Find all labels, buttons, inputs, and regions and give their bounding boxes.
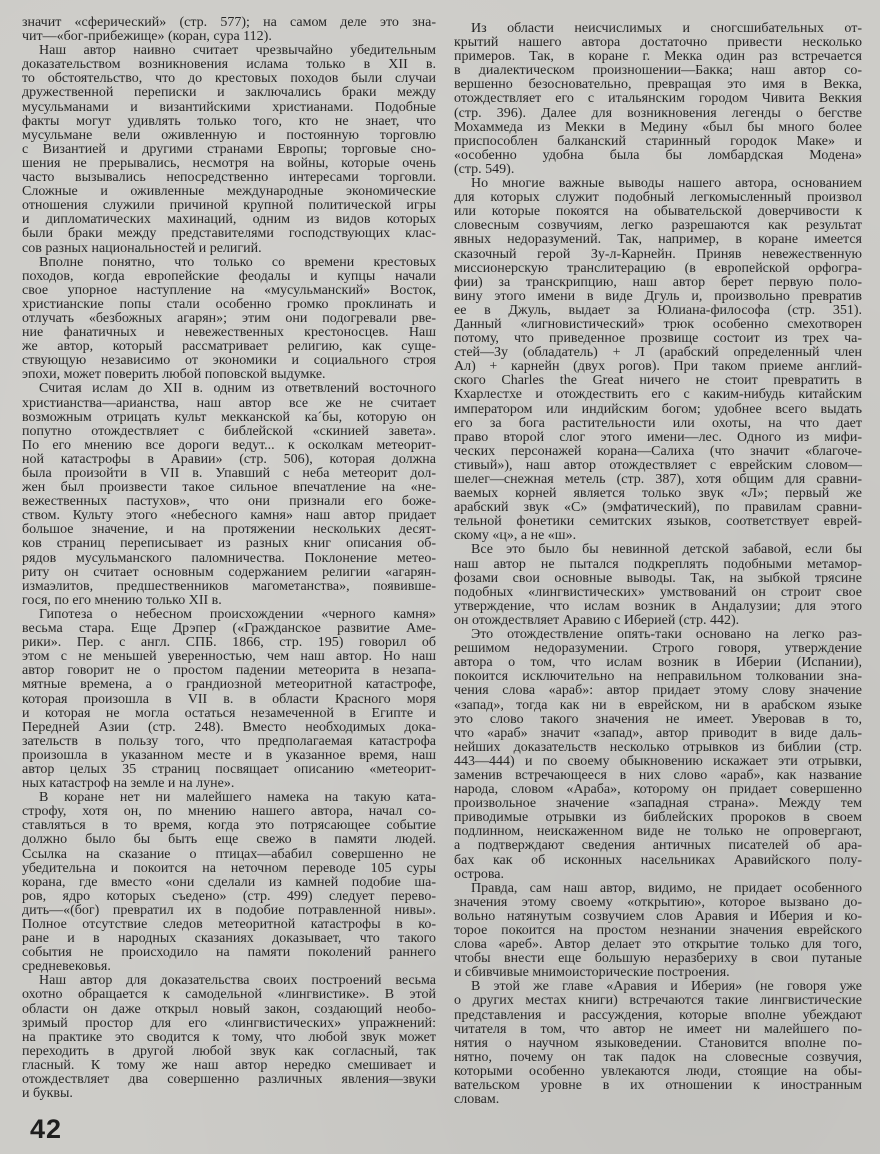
text-line: и дипломатических махинаций, одним из видов которых	[22, 212, 436, 228]
paragraph	[22, 256, 436, 383]
text-line: Наш автор наивно считает чрезвычайно убедительным	[39, 43, 436, 59]
text-line: нятно, почему он так падок на словесные созвучия,	[454, 1049, 862, 1065]
text-line: и сбивчивые мнимоисторические построения.	[454, 965, 730, 981]
paragraph	[454, 22, 862, 177]
text-line: рядов мусульманского паломничества. Поклонение метео-	[22, 550, 436, 566]
text-line: ваемых корней является только звук «Л»; первый же	[454, 486, 862, 502]
text-line: нятия о научном языковедении. Становится вполне по-	[454, 1035, 862, 1051]
text-line: Ал) + карнейн (двух рогов). При таком приеме англий-	[454, 359, 862, 375]
text-line: скому «ц», а не «ш».	[454, 528, 577, 544]
text-line: Ссылка на сказание о птицах—абабил совершенно не	[22, 846, 436, 862]
text-line: мятные времена, а о грандиозной метеоритной катастрофе,	[22, 677, 436, 693]
text-line: зримый простор для его «лингвистических» упражнений:	[22, 1015, 436, 1031]
text-line: он отождествляет Аравию с Иберией (стр. 442).	[454, 612, 740, 628]
text-line: или которые покоятся на обывательской доверчивости к	[454, 204, 862, 220]
text-line: ствующую независимо от экономики и социального строя	[22, 353, 436, 369]
text-line: области он даже открыл новый закон, создающий необо-	[22, 1001, 436, 1017]
text-line: торое покоится на простом незнании значения еврейского	[454, 923, 862, 938]
text-line: По его мнению все дороги ведут... к осколкам метеорит-	[22, 437, 436, 453]
paragraph	[22, 791, 436, 974]
text-line: для которых служит подобный легкомысленный произвол	[454, 190, 862, 206]
text-line: должно было бы быть еще свежо в памяти людей.	[22, 832, 436, 848]
text-line: крытий нашего автора достаточно привести несколько	[454, 35, 862, 51]
text-line: которыми особенно увлекаются люди, стоящие на обы-	[454, 1063, 862, 1079]
text-line: ков страниц переписывает из разных книг описания об-	[22, 536, 436, 552]
text-line: ных катастроф на земле и на луне».	[22, 776, 235, 792]
text-line: Но многие важные выводы нашего автора, основанием	[471, 176, 862, 192]
text-line: это слово такого значения не имеет. Уверовав в то,	[454, 711, 862, 727]
text-line: сказочный герой Зу-л-Карнейн. Приняв невежественную	[454, 246, 862, 262]
paragraph	[454, 177, 862, 543]
text-line: отождествляет его с итальянским городом Чивита Веккия	[454, 91, 862, 107]
text-line: Мохаммеда из Мекки в Медину «был бы много более	[454, 119, 862, 135]
text-line: которая произошла в VII в. в области Красного моря	[22, 691, 436, 707]
text-line: В этой же главе «Аравия и Иберия» (не говоря уже	[471, 979, 862, 995]
text-line: что «араб» значит «запад», автор приводит в виде даль-	[454, 725, 862, 741]
text-line: отождествляет два совершенно различных явления—звуки	[22, 1072, 436, 1088]
text-line: то обстоятельство, что до крестовых походов были случаи	[22, 71, 436, 87]
text-line: ского Charles the Great ничего не стоит превратить в	[454, 373, 862, 389]
text-line: словам.	[454, 1092, 500, 1108]
text-line: чит—«бог-прибежище» (коран, сура 112).	[22, 29, 272, 45]
text-line: потому, что приведенное прозвище состоит из трех ча-	[454, 331, 862, 347]
text-line: ной катастрофы в Аравии» (стр. 506), которая должна	[22, 451, 436, 467]
text-line: право второй слог этого имени—лес. Одного из мифи-	[454, 429, 862, 445]
text-line: строфу, хотя он, по мнению нашего автора, начал со-	[22, 804, 436, 820]
text-line: произошла в указанном месте и в указанное время, наш	[22, 747, 436, 763]
text-line: дить—«(бог) превратил их в подобие потравленной нивы».	[22, 902, 436, 918]
text-line: вольно натянутым созвучием слов Аравия и Иберия и ко-	[454, 908, 862, 924]
text-line: корана, где вместо «они сделали из камней подобие ша-	[22, 874, 436, 890]
text-line: риту он считает основным содержанием религии «агарян-	[22, 564, 436, 580]
text-line: отлучать «безбожных агарян»; этим они подогревали рве-	[22, 310, 436, 326]
text-line: были браки между представителями господствующих клас-	[22, 226, 436, 242]
text-line: Передней Азии (стр. 248). Вместо необходимых дока-	[22, 719, 436, 735]
text-line: Наш автор для доказательства своих построений весьма	[39, 973, 436, 989]
text-line: этом с не меньшей уверенностью, чем наш автор. Но наш	[22, 649, 436, 665]
text-line: В коране нет ни малейшего намека на такую ката-	[39, 790, 436, 806]
text-line: и буквы.	[22, 1086, 73, 1102]
text-line: гласный. К тому же наш автор нередко смешивает и	[22, 1057, 436, 1073]
text-line: тельной фонетики семитских языков, соответствует еврей-	[454, 514, 862, 530]
text-line: доказательством возникновения ислама только в XII в.	[22, 57, 436, 73]
text-line: весьма стара. Еще Дрэпер («Гражданское развитие Аме-	[22, 621, 436, 637]
text-line: свое упорное наступление на «мусульманский» Восток,	[22, 282, 436, 298]
text-line: гося, по его мнению только XII в.	[22, 592, 222, 608]
text-line: а подтверждают сведения античных писателей об ара-	[454, 838, 862, 854]
text-line: наш автор не пытался подкреплять подобными метамор-	[454, 556, 862, 572]
text-line: зательств в пользу того, что предполагаемая катастрофа	[22, 733, 436, 749]
text-line: измаэлитов, предшественников магометанства», появивше-	[22, 578, 436, 594]
text-line: дружественной переписки и заключались браки между	[22, 85, 436, 101]
text-line: Данный «лигновистический» трюк особенно смехотворен	[454, 316, 862, 332]
paragraph	[454, 543, 862, 628]
text-line: словесным созвучиям, легко разрешаются как результат	[454, 218, 862, 234]
paragraph	[22, 974, 436, 1101]
text-line: попутно отождествляет с библейской «скинией завета».	[22, 423, 436, 439]
text-line: его за бога растительности или охоты, на что дает	[454, 415, 862, 431]
text-line: автора о том, что ислам возник в Иберии (Испании),	[454, 655, 862, 671]
text-line: императором или индийским богом; удобнее всего выдать	[454, 401, 862, 417]
text-line: (стр. 396). Далее для возникновения легенды о бегстве	[454, 105, 862, 121]
text-line: читателя в том, что автор не имеет ни малейшего по-	[454, 1021, 862, 1037]
text-line: подлинном, неискаженном виде не только не опровергают,	[454, 824, 862, 840]
text-line: события не происходило на памяти поколений раннего	[22, 945, 436, 961]
text-line: ее в Джуль, выдает за Юлиана-философа (стр. 351).	[454, 302, 862, 318]
text-line: была произойти в VII в. Упавший с неба метеорит дол-	[22, 466, 436, 481]
text-line: 443—444) и по своему обыкновению искажает эти отрывки,	[454, 753, 862, 769]
text-line: Полное отсутствие следов метеоритной катастрофы в ко-	[22, 917, 436, 932]
text-line: чения слова «араб»: автор придает этому слову значение	[454, 683, 862, 699]
text-line: возможным отрицать культ мекканской ка´бы, которую он	[22, 409, 436, 425]
text-line: произвольное значение «западная страна». Между тем	[454, 796, 862, 812]
text-line: автор целых 35 страниц посвящает описанию «метеорит-	[22, 761, 436, 777]
text-line: фии) за транскрипцию, наш автор берет первую поло-	[454, 274, 862, 290]
text-line: «запад», тогда как ни в еврейском, ни в арабском языке	[454, 697, 862, 713]
text-line: миссионерскую транслитерацию (в европейской орфогра-	[454, 260, 862, 276]
text-line: Считая ислам до XII в. одним из ответвлений восточного	[39, 381, 436, 397]
text-line: стивый»), наш автор отождествляет с еврейским словом—	[454, 457, 862, 473]
text-line: покоится исключительно на неправильном толковании зна-	[454, 669, 862, 685]
text-line: и которая не могла остаться незамеченной в Египте и	[22, 705, 436, 721]
text-line: Это отождествление опять-таки основано на легко раз-	[471, 627, 862, 643]
text-line: часто вызывались непосредственно интересами торговли.	[22, 170, 436, 186]
text-line: автор говорит не о простом падении метеорита в незапа-	[22, 663, 436, 679]
text-line: ние фанатичных и невежественных крестоносцев. Наш	[22, 325, 436, 341]
text-line: бах как об исконных насельниках Аравийского полу-	[454, 852, 862, 868]
text-line: с Византией и другими странами Европы; торговые сно-	[22, 141, 436, 157]
text-line: Все это было бы невинной детской забавой, если бы	[471, 542, 862, 558]
paragraph	[454, 882, 862, 981]
text-line: шения не прерывались, несмотря на войны, которые очень	[22, 155, 436, 171]
text-line: средневековья.	[22, 959, 111, 975]
paragraph	[454, 628, 862, 882]
text-line: значения этому своему «открытию», которое вызвано до-	[454, 894, 862, 910]
text-line: фозами свои основные выводы. Так, на зыбкой трясине	[454, 570, 862, 586]
text-line: ческих персонажей корана—Салиха (что значит «благоче-	[454, 443, 862, 459]
text-line: факты могут удивлять только того, кто не знает, что	[22, 113, 436, 129]
text-line: утверждение, что ислам возник в Андалузии; для этого	[454, 598, 862, 614]
text-line: острова.	[454, 866, 504, 882]
page-number: 42	[30, 1114, 63, 1144]
text-line: большое значение, и на протяжении нескольких десят-	[22, 522, 436, 538]
text-line: вательском уровне в их отношении к иностранным	[454, 1078, 862, 1094]
text-line: ров, ядро которых съедено» (стр. 499) следует перево-	[22, 888, 436, 904]
paragraph	[22, 44, 436, 255]
text-line: решимом недоразумении. Строго говоря, утверждение	[454, 641, 862, 657]
text-line: отношения служили причиной крупной политической игры	[22, 198, 436, 214]
text-line: на практике это сводится к тому, что любой звук может	[22, 1029, 436, 1045]
text-line: мусульмане вели оживленную и постоянную торговлю	[22, 127, 436, 143]
text-line: заменив встречающееся в них слово «араб», как название	[454, 767, 862, 783]
text-line: христианства—арианства, наш автор все же не считает	[22, 395, 436, 411]
text-line: Кхарлестхе и отождествить его с каким-нибудь китайским	[454, 387, 862, 403]
text-line: охотно обращается к самодельной «лингвистике». В этой	[22, 987, 436, 1003]
text-line: походов, когда европейские феодалы и купцы начали	[22, 268, 436, 284]
text-line: нейших доказательств несколько отрывков из библии (стр.	[454, 739, 862, 755]
text-line: представления и рассуждения, которые вполне убеждают	[454, 1007, 862, 1023]
text-line: «особенно удобна была бы ломбардская Модена»	[454, 147, 862, 163]
text-line: Из области неисчислимых и сногсшибательных от-	[471, 21, 862, 36]
text-line: шелег—снежная метель (стр. 387), хотя общим для сравни-	[454, 472, 862, 487]
text-line: ставляться в то время, когда это потрясающее событие	[22, 818, 436, 834]
text-line: (стр. 549).	[454, 161, 515, 177]
text-line: слова «ареб». Автор делает это открытие только для того,	[454, 937, 862, 953]
text-line: рики». Пер. с англ. СПБ. 1866, стр. 195) говорил об	[22, 635, 436, 651]
text-line: арабский звук «С» (эмфатический), по правилам сравни-	[454, 500, 862, 516]
text-line: значит «сферический» (стр. 577); на самом деле это зна-	[22, 15, 436, 30]
text-line: мусульманами и византийскими христианами. Подобные	[22, 99, 436, 115]
text-line: чтобы внести еще большую неразбериху в свои путаные	[454, 951, 862, 967]
text-column-right	[454, 22, 862, 1107]
text-line: переходить в другой любой звук как согласный, так	[22, 1043, 436, 1059]
paragraph	[22, 608, 436, 791]
text-column-left	[22, 16, 436, 1101]
text-line: явных недоразумений. Так, например, в коране имеется	[454, 232, 862, 248]
text-line: в диалектическом произношении—Бакка; наш автор со-	[454, 63, 862, 79]
text-line: ране и в народных сказаниях доказывает, что такого	[22, 931, 436, 947]
text-line: же автор, который рассматривает религию, как суще-	[22, 339, 436, 355]
text-line: Сложные и оживленные международные экономические	[22, 184, 436, 200]
text-line: примеров. Так, в коране г. Мекка один раз встречается	[454, 49, 862, 65]
text-line: вину этого имени в виде Дгуль и, произвольно превратив	[454, 288, 862, 304]
paragraph	[22, 16, 436, 44]
text-line: убедительна и покоится на неточном переводе 105 суры	[22, 860, 436, 876]
text-line: эпохи, может поверить любой поповской выдумке.	[22, 367, 326, 383]
paragraph	[22, 382, 436, 608]
text-line: подобных «лингвистических» умствований он строит свое	[454, 584, 862, 600]
text-line: ством. Культу этого «небесного камня» наш автор придает	[22, 508, 436, 524]
text-line: приспособлен балканский старинный городок Маке» и	[454, 133, 862, 149]
text-line: Правда, сам наш автор, видимо, не придает особенного	[471, 880, 862, 896]
text-line: Вполне понятно, что только со времени крестовых	[39, 254, 436, 270]
text-line: вежественных пастухов», что они признали его боже-	[22, 494, 436, 510]
text-line: о других местах книги) встречаются такие лингвистические	[454, 993, 862, 1009]
paragraph	[454, 980, 862, 1107]
text-line: Гипотеза о небесном происхождении «черного камня»	[39, 606, 436, 622]
text-line: жен был произвести такое сильное впечатление на «не-	[22, 480, 436, 496]
text-line: стей—Зу (обладатель) + Л (арабский определенный член	[454, 345, 862, 361]
text-line: народа, словом «Араба», которому он придает совершенно	[454, 782, 862, 798]
text-line: сов разных национальностей и религий.	[22, 240, 262, 256]
text-line: вершенно безосновательно, превращая это имя в Векка,	[454, 77, 862, 93]
text-line: христианские попы стали особенно громко проклинать и	[22, 296, 436, 312]
text-line: приводимые отрывки из библейских пророков в своем	[454, 810, 862, 826]
